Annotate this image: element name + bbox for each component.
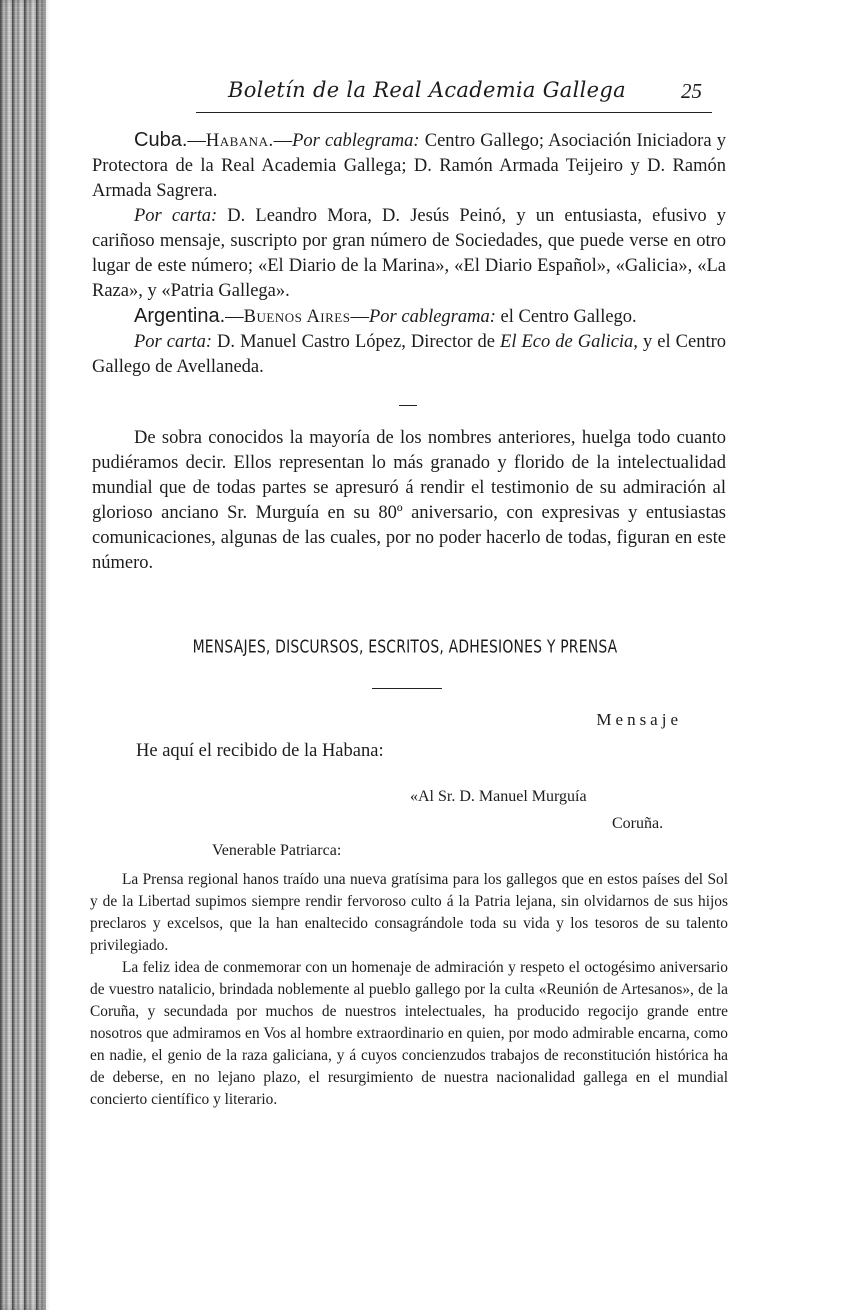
dash: —: [350, 307, 369, 327]
acknowledgements-list: [92, 128, 726, 380]
heading-rule: [372, 688, 442, 689]
intro-line: He aquí el recibido de la Habana:: [136, 741, 384, 761]
cuba-cable-senders: Centro Gallego; Asociación Iniciadora y Protectora de la Real Academia Gallega; D. Ramón Armada Teijeiro y D. Ramón Armada Sagrera.: [92, 131, 726, 201]
letter-addressee: «Al Sr. D. Manuel Murguía: [410, 788, 587, 805]
city-habana: Habana.: [205, 131, 274, 151]
country-cuba: Cuba.: [134, 129, 188, 151]
by-cable-label: Por cablegrama:: [368, 307, 496, 327]
dash: —: [273, 131, 293, 151]
letter-body: [90, 869, 728, 1111]
page-number: 25: [681, 79, 702, 103]
letter-city: Coruña.: [612, 815, 664, 832]
newspaper-title: El Eco de Galicia,: [500, 332, 638, 352]
argentina-letter-senders-b: y el Centro Gallego de Avellaneda.: [92, 332, 727, 377]
header-rule: [196, 112, 712, 113]
argentina-cable-entry: [92, 304, 726, 330]
by-letter-label: Por carta:: [134, 332, 213, 352]
cuba-cable-entry: [92, 128, 726, 204]
argentina-cable-senders: el Centro Gallego.: [495, 307, 637, 327]
argentina-letter-entry: [92, 330, 726, 380]
running-title: Boletín de la Real Academia Gallega: [228, 78, 626, 102]
commentary-block: [92, 426, 726, 576]
by-letter-label: Por carta:: [134, 206, 218, 226]
letter-salutation: Venerable Patriarca:: [212, 842, 342, 859]
letter-paragraph-1: La Prensa regional hanos traído una nueva gratísima para los gallegos que en estos países del Sol y de la Libertad supimos siempre rendir fervoroso culto á la Patria lejana, sin olvidarnos de sus hijos preclaros y excelsos, que la han enaltecido consagrándole toda su vida y los tesoros de su talento privilegiado.: [90, 871, 728, 954]
argentina-letter-senders-a: D. Manuel Castro López, Director de: [212, 332, 501, 352]
section-divider: [399, 405, 417, 406]
dash: —: [187, 131, 206, 151]
book-spine-edge: [0, 0, 46, 1310]
page-header: [196, 78, 712, 114]
spine-shadow: [44, 0, 50, 1310]
by-cable-label: Por cablegrama:: [292, 131, 420, 151]
city-buenos-aires: Buenos Aires: [243, 307, 351, 327]
country-argentina: Argentina.: [134, 305, 226, 327]
subheading-mensaje: Mensaje: [596, 710, 682, 729]
cuba-letter-entry: [92, 204, 726, 304]
dash: —: [225, 307, 244, 327]
cuba-letter-senders: D. Leandro Mora, D. Jesús Peinó, y un entusiasta, efusivo y cariñoso mensaje, suscripto por gran número de Sociedades, que puede verse en otro lugar de este número; «El Diario de la Marina», «El Diario Español», «Galicia», «La Raza», y «Patria Gallega».: [92, 206, 726, 301]
commentary-paragraph: De sobra conocidos la mayoría de los nombres anteriores, huelga todo cuanto pudiéramos decir. Ellos representan lo más granado y florido de la intelectualidad mundial que de todas partes se apresuró á rendir el testimonio de su admiración al glorioso anciano Sr. Murguía en su 80º aniversario, con expresivas y entusiastas comunicaciones, algunas de las cuales, por no poder hacerlo de todas, figuran en este número.: [92, 428, 726, 573]
letter-paragraph-2: La feliz idea de conmemorar con un homenaje de admiración y respeto el octogésimo aniversario de vuestro natalicio, brindada noblemente al pueblo gallego por la culta «Reunión de Artesanos», de la Coruña, y secundada por muchos de nuestros intelectuales, ha producido regocijo grande entre nosotros que admiramos en Vos al hombre extraordinario en quien, por modo admirable encarna, como en nadie, el genio de la raza galiciana, y á cuyos concienzudos trabajos de reconstitución histórica ha de deberse, en no lejano plazo, el resurgimiento de nuestra nacionalidad gallega en el mundial concierto científico y literario.: [90, 959, 728, 1108]
section-heading: MENSAJES, DISCURSOS, ESCRITOS, ADHESIONES Y PRENSA: [192, 636, 618, 658]
